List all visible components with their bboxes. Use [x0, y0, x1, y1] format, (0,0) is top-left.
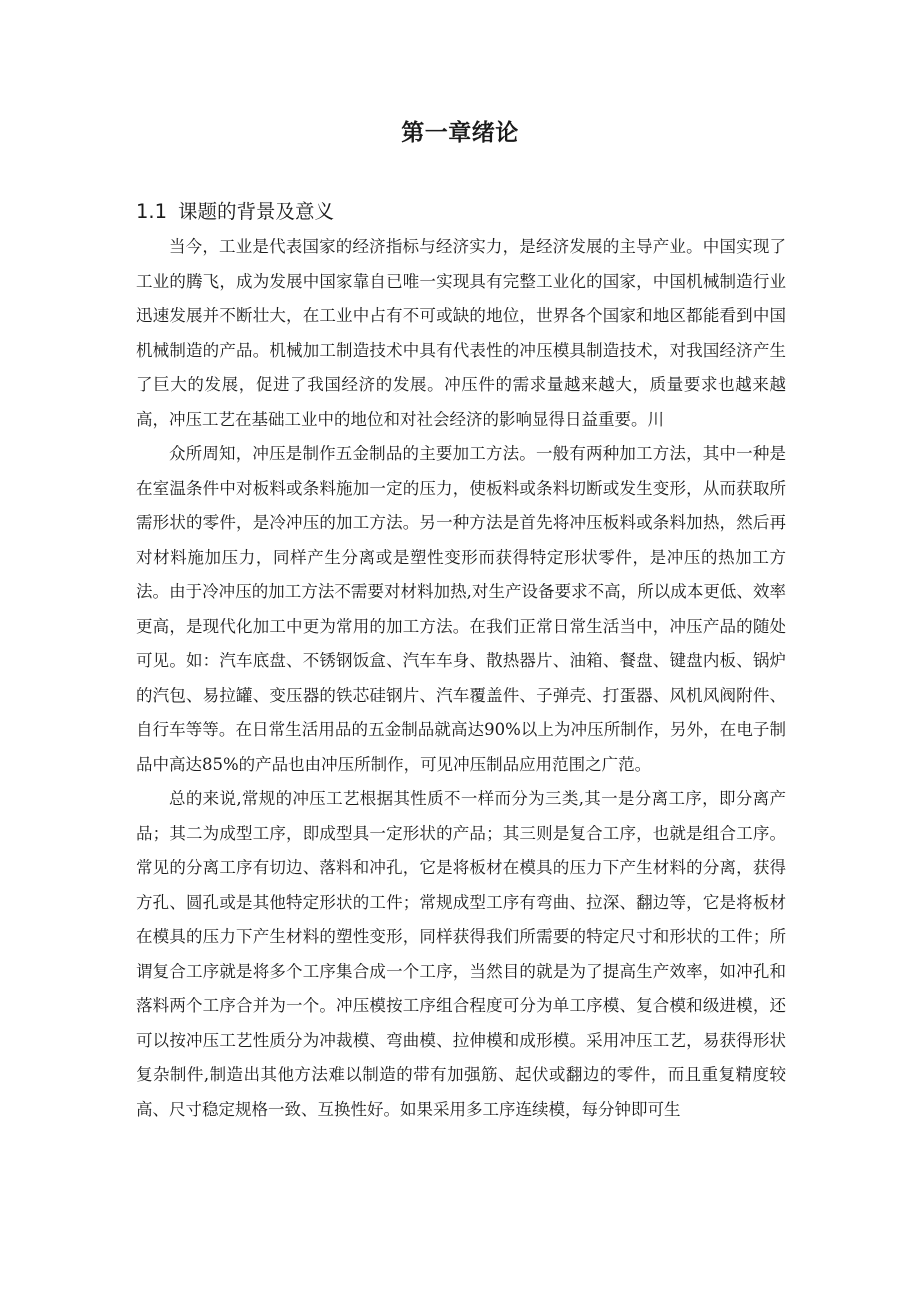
paragraph: 众所周知，冲压是制作五金制品的主要加工方法。一般有两种加工方法，其中一种是在室温条件中对板料或条料施加一定的压力，使板料或条料切断或发生变形，从而获取所需形状的零件，是冷冲压的加工方法。另一种方法是首先将冲压板料或条料加热，然后再对材料施加压力，同样产生分离或是塑性变形而获得特定形状零件，是冲压的热加工方法。由于冷冲压的加工方法不需要对材料加热,对生产设备要求不高，所以成本更低、效率更高，是现代化加工中更为常用的加工方法。在我们正常日常生活当中，冲压产品的随处可见。如：汽车底盘、不锈钢饭盒、汽车车身、散热器片、油箱、餐盘、键盘内板、锅炉的汽包、易拉罐、变压器的铁芯硅钢片、汽车覆盖件、子弹壳、打蛋器、风机风阀附件、自行车等等。在日常生活用品的五金制品就高达90%以上为冲压所制作，另外，在电子制品中高达85%的产品也由冲压所制作，可见冲压制品应用范围之广范。: [136, 444, 786, 774]
paragraph: 总的来说,常规的冲压工艺根据其性质不一样而分为三类,其一是分离工序，即分离产品；其二为成型工序，即成型具一定形状的产品；其三则是复合工序，也就是组合工序。常见的分离工序有切边、落料和冲孔，它是将板材在模具的压力下产生材料的分离，获得方孔、圆孔或是其他特定形状的工件；常规成型工序有弯曲、拉深、翻边等，它是将板材在模具的压力下产生材料的塑性变形，同样获得我们所需要的特定尺寸和形状的工件；所谓复合工序就是将多个工序集合成一个工序，当然目的就是为了提高生产效率，如冲孔和落料两个工序合并为一个。冲压模按工序组合程度可分为单工序模、复合模和级进模，还可以按冲压工艺性质分为冲裁模、弯曲模、拉伸模和成形模。采用冲压工艺，易获得形状复杂制件,制造出其他方法难以制造的带有加强筋、起伏或翻边的零件，而且重复精度较高、尺寸稳定规格一致、互换性好。如果采用多工序连续模，每分钟即可生: [136, 789, 786, 1119]
section-heading: [136, 196, 334, 224]
section-title: 课题的背景及意义: [178, 200, 335, 223]
body-text: [136, 230, 786, 1127]
paragraph: 当今，工业是代表国家的经济指标与经济实力，是经济发展的主导产业。中国实现了工业的腾飞，成为发展中国家靠自已唯一实现具有完整工业化的国家，中国机械制造行业迅速发展并不断壮大，在工业中占有不可或缺的地位，世界各个国家和地区都能看到中国机械制造的产品。机械加工制造技术中具有代表性的冲压模具制造技术，对我国经济产生了巨大的发展，促进了我国经济的发展。冲压件的需求量越来越大，质量要求也越来越高，冲压工艺在基础工业中的地位和对社会经济的影响显得日益重要。川: [136, 237, 786, 429]
section-number: 1.1: [136, 200, 168, 223]
chapter-title: 第一章绪论: [401, 120, 519, 146]
